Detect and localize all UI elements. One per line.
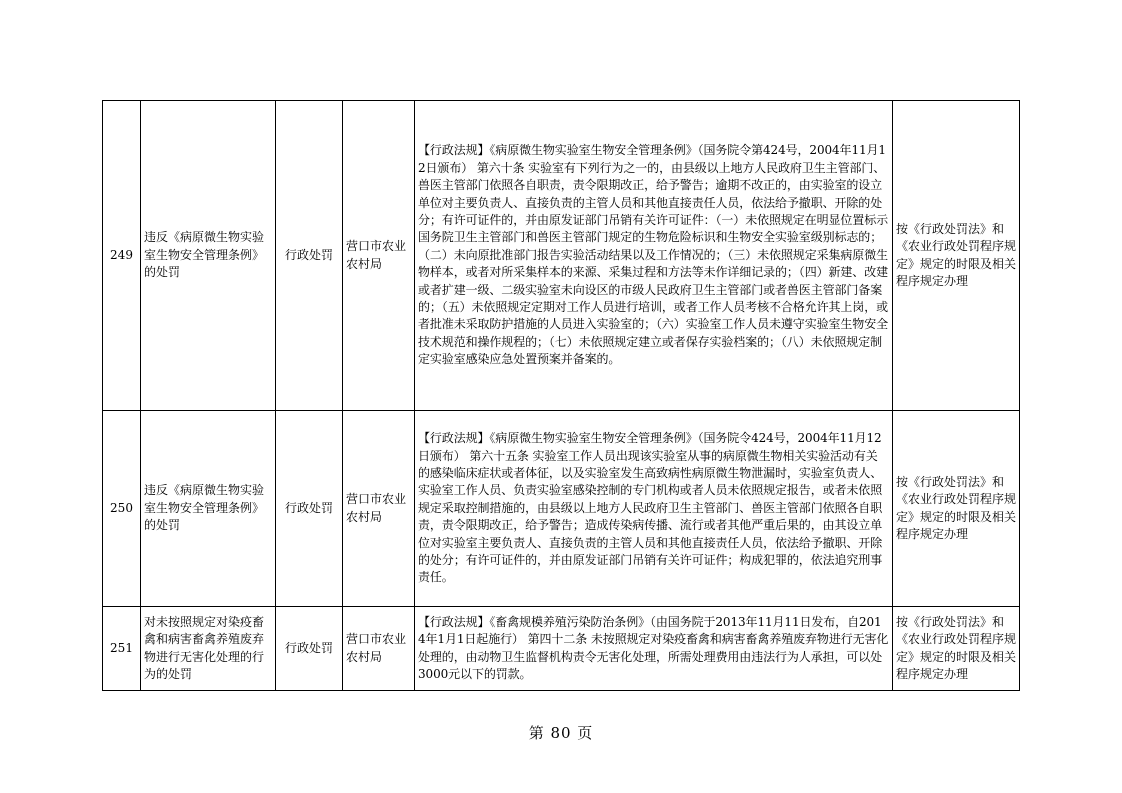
legal-basis: 【行政法规】《畜禽规模养殖污染防治条例》（由国务院于2013年11月11日发布，自2014年1月1日起施行） 第四十二条 未按照规定对染疫畜禽和病害畜禽养殖废弃物进行无害化处理的，由动物卫生监督机构责令无害化处理，所需处理费用由违法行为人承担，可以处3000元以下的罚款。	[415, 607, 893, 691]
page-number: 第 80 页	[528, 724, 594, 742]
item-name: 对未按照规定对染疫畜禽和病害畜禽养殖废弃物进行无害化处理的行为的处罚	[141, 607, 276, 691]
procedure-note: 按《行政处罚法》和《农业行政处罚程序规定》规定的时限及相关程序规定办理	[893, 101, 1020, 411]
item-type: 行政处罚	[276, 101, 343, 411]
implementing-department: 营口市农业农村局	[343, 101, 415, 411]
row-number: 249	[103, 101, 141, 411]
procedure-note: 按《行政处罚法》和《农业行政处罚程序规定》规定的时限及相关程序规定办理	[893, 411, 1020, 607]
item-type: 行政处罚	[276, 411, 343, 607]
row-number: 251	[103, 607, 141, 691]
procedure-note: 按《行政处罚法》和《农业行政处罚程序规定》规定的时限及相关程序规定办理	[893, 607, 1020, 691]
table-row	[103, 607, 1020, 691]
table-row	[103, 101, 1020, 411]
table-row	[103, 411, 1020, 607]
penalty-table	[102, 100, 1020, 691]
implementing-department: 营口市农业农村局	[343, 607, 415, 691]
implementing-department: 营口市农业农村局	[343, 411, 415, 607]
legal-basis: 【行政法规】《病原微生物实验室生物安全管理条例》（国务院令424号，2004年11月12日颁布） 第六十五条 实验室工作人员出现该实验室从事的病原微生物相关实验活动有关的感染临床症状或者体征，以及实验室发生高致病性病原微生物泄漏时，实验室负责人、实验室工作人员、负责实验室感染控制的专门机构或者人员未依照规定报告，或者未依照规定采取控制措施的，由县级以上地方人民政府卫生主管部门、兽医主管部门依照各自职责，责令限期改正，给予警告；造成传染病传播、流行或者其他严重后果的，由其设立单位对实验室主要负责人、直接负责的主管人员和其他直接责任人员，依法给予撤职、开除的处分；有许可证件的，并由原发证部门吊销有关许可证件；构成犯罪的，依法追究刑事责任。	[415, 411, 893, 607]
legal-basis: 【行政法规】《病原微生物实验室生物安全管理条例》（国务院令第424号，2004年11月12日颁布） 第六十条 实验室有下列行为之一的，由县级以上地方人民政府卫生主管部门、兽医主管部门依照各自职责，责令限期改正，给予警告；逾期不改正的，由实验室的设立单位对主要负责人、直接负责的主管人员和其他直接责任人员，依法给予撤职、开除的处分；有许可证件的，并由原发证部门吊销有关许可证件：（一）未依照规定在明显位置标示国务院卫生主管部门和兽医主管部门规定的生物危险标识和生物安全实验室级别标志的；（二）未向原批准部门报告实验活动结果以及工作情况的；（三）未依照规定采集病原微生物样本，或者对所采集样本的来源、采集过程和方法等未作详细记录的；（四）新建、改建或者扩建一级、二级实验室未向设区的市级人民政府卫生主管部门或者兽医主管部门备案的；（五）未依照规定定期对工作人员进行培训，或者工作人员考核不合格允许其上岗，或者批准未采取防护措施的人员进入实验室的；（六）实验室工作人员未遵守实验室生物安全技术规范和操作规程的；（七）未依照规定建立或者保存实验档案的；（八）未依照规定制定实验室感染应急处置预案并备案的。	[415, 101, 893, 411]
row-number: 250	[103, 411, 141, 607]
item-name: 违反《病原微生物实验室生物安全管理条例》的处罚	[141, 411, 276, 607]
item-type: 行政处罚	[276, 607, 343, 691]
item-name: 违反《病原微生物实验室生物安全管理条例》的处罚	[141, 101, 276, 411]
